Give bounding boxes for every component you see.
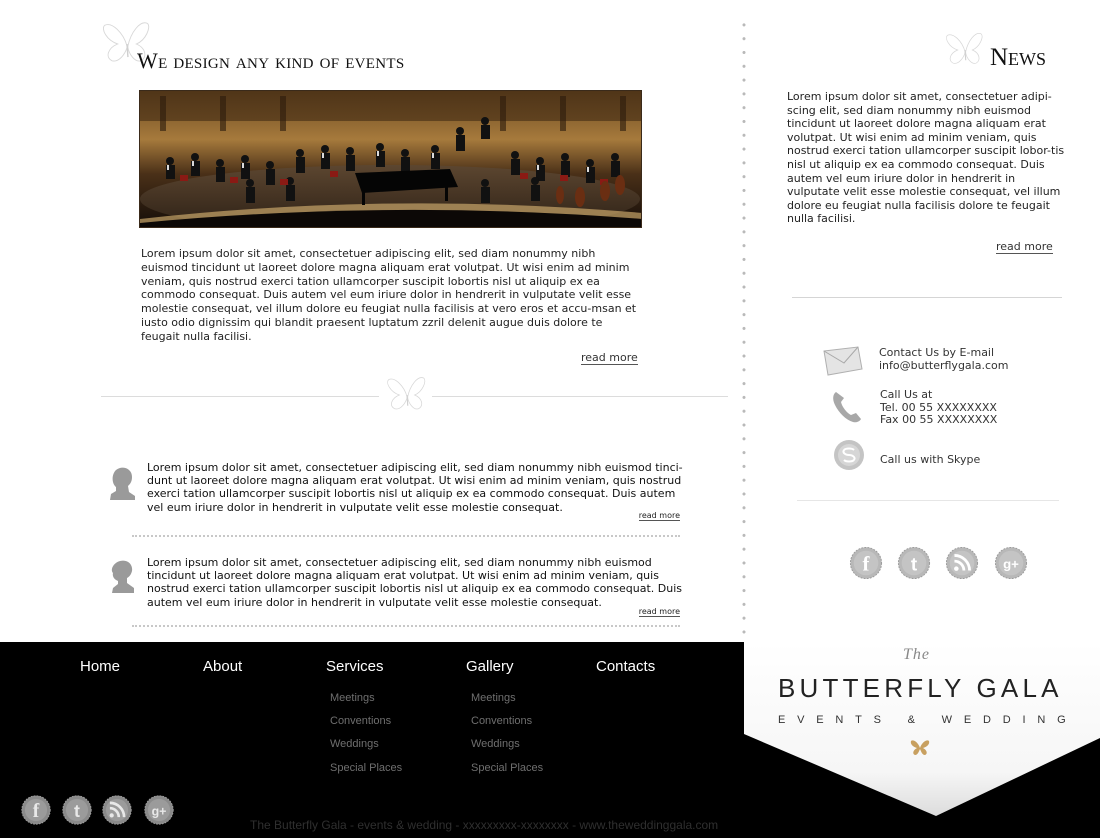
nav-contacts[interactable]: Contacts [596,658,656,675]
nav-about[interactable]: About [203,658,243,675]
woman-profile-avatar-icon [108,559,136,593]
footer-facebook-icon[interactable] [20,794,52,826]
gallery-sub-weddings[interactable]: Weddings [471,738,520,750]
svg-text:t: t [910,554,918,576]
svg-text:g+: g+ [151,804,167,819]
facebook-icon[interactable] [849,546,883,580]
email-contact [879,347,1008,372]
gallery-sub-special-places[interactable]: Special Places [471,762,544,774]
page-title: We design any kind of events [137,48,405,73]
footer-rss-icon[interactable] [101,794,133,826]
post-read-more-link[interactable]: read more [638,511,680,520]
rss-icon[interactable] [945,546,979,580]
news-paragraph: Lorem ipsum dolor sit amet, consectetuer adipi-scing elit, sed diam nonummy nibh euismod tincidunt ut laoreet dolore magna aliquam erat volutpat. Ut wisi enim ad minim veniam, quis nostrud exerci tation ullamcorper suscipit lobor-tis nisl ut aliquip ex ea commodo consequat. Duis autem vel eum iriure dolor in hendrerit in vulputate velit esse molestie consequat, vel illum dolore eu feugiat nulla facilisis dolore te feugait nulla facilisi. [787,90,1065,226]
news-read-more-link[interactable]: read more [996,240,1053,253]
post-item [100,460,690,540]
orchestra-photo [139,90,642,228]
post-text: Lorem ipsum dolor sit amet, consectetuer adipiscing elit, sed diam nonummy nibh euismod tincidunt ut laoreet dolore magna aliquam erat volutpat. Ut wisi enim ad minim veniam, quis nostrud exerci tation ullamcorper suscipit lobortis nisl ut aliquip ex ea commodo consequat. Duis autem vel eum iriure dolor in hendrerit in vulputate velit esse molestie consequat. [147,556,682,609]
copyright-text: The Butterfly Gala - events & wedding - xxxxxxxxx-xxxxxxxx - www.theweddinggala.com [250,818,719,832]
nav-services[interactable]: Services [326,658,384,675]
man-profile-avatar-icon [108,466,136,500]
column-separator [741,18,747,638]
svg-text:f: f [32,801,40,823]
footer-google-plus-icon[interactable] [143,794,175,826]
email-address[interactable]: info@butterflygala.com [879,358,1009,372]
section-divider [101,396,379,397]
brand-the-script: The [903,646,930,663]
email-label: Contact Us by E-mail [879,346,995,359]
footer-twitter-icon[interactable] [61,794,93,826]
svg-text:g+: g+ [1003,556,1019,572]
gallery-sub-conventions[interactable]: Conventions [471,715,533,727]
phone-contact [880,389,997,427]
news-title: News [990,44,1047,71]
post-item [100,555,690,625]
section-divider-right [432,396,728,397]
post-separator [132,535,680,537]
envelope-icon [822,345,864,381]
services-sub-conventions[interactable]: Conventions [330,715,392,727]
nav-home[interactable]: Home [80,658,121,675]
post-read-more-link[interactable]: read more [638,607,680,616]
butterfly-divider-icon [384,372,430,418]
phone-icon [830,389,864,429]
svg-text:t: t [74,801,80,822]
intro-paragraph: Lorem ipsum dolor sit amet, consectetuer adipiscing elit, sed diam nonummy nibh euismod tincidunt ut laoreet dolore magna aliquam erat volutpat. Ut wisi enim ad minim veniam, quis nostrud exerci tation ullamcorper suscipit lobortis nisl ut aliquip ex ea commodo consequat. Duis autem vel eum iriure dolor in hendrerit in vulputate velit esse molestie consequat, vel illum dolore eu feugiat nulla facilisis at vero eros et accu-msan et iusto odio dignissim qui blandit praesent luptatum zzril delenit augue duis dolore te feugait nulla facilisi. [141,247,637,343]
contact-divider [797,500,1059,501]
svg-text:f: f [862,552,870,576]
gold-butterfly-logo-icon [909,738,931,758]
intro-read-more-link[interactable]: read more [581,351,638,364]
services-sub-meetings[interactable]: Meetings [330,692,375,704]
news-divider [792,297,1062,298]
skype-icon[interactable] [832,438,866,476]
call-label: Call Us at [880,388,933,401]
google-plus-icon[interactable] [994,546,1028,580]
post-text: Lorem ipsum dolor sit amet, consectetuer adipiscing elit, sed diam nonummy nibh euismod tinci-dunt ut laoreet dolore magna aliquam erat volutpat. Ut wisi enim ad minim veniam, quis nostrud exerci tation ullamcorper suscipit lobortis nisl ut aliquip ex ea commodo consequat. Duis autem vel eum iriure dolor in hendrerit in vulputate velit esse molestie consequat. [147,461,683,514]
skype-contact[interactable]: Call us with Skype [880,453,981,466]
tel-number: Tel. 00 55 XXXXXXXX [880,400,997,414]
brand-badge [744,642,1100,818]
post-separator [132,625,680,627]
services-sub-special-places[interactable]: Special Places [330,762,403,774]
twitter-icon[interactable] [897,546,931,580]
brand-name: BUTTERFLY GALA [778,673,1063,703]
fax-number: Fax 00 55 XXXXXXXX [880,413,998,427]
brand-tagline: EVENTS & WEDDING [778,714,1078,726]
nav-gallery[interactable]: Gallery [466,658,514,675]
butterfly-news-icon [942,28,988,72]
services-sub-weddings[interactable]: Weddings [330,738,379,750]
gallery-sub-meetings[interactable]: Meetings [471,692,516,704]
